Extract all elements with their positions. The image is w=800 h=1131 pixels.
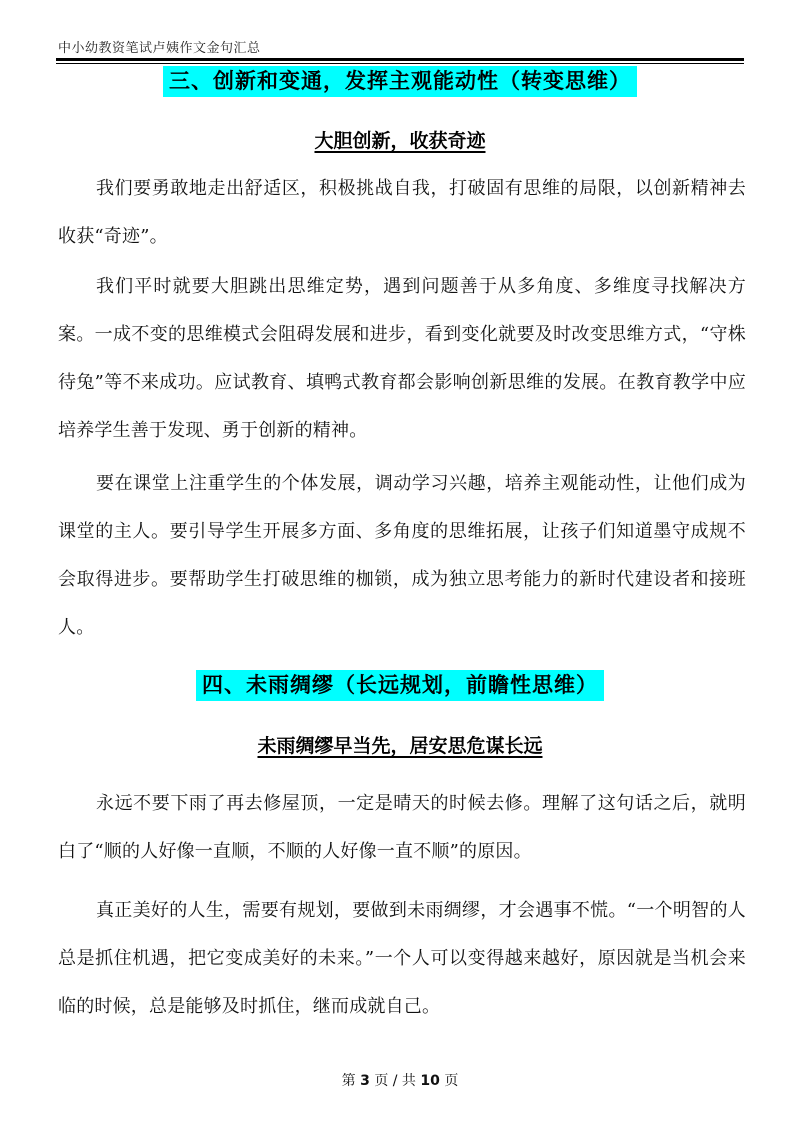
section-3-subheading [0, 129, 800, 153]
header-rule-thick [56, 58, 744, 61]
header-rule-thin [56, 63, 744, 64]
section-4-subheading [0, 734, 800, 758]
footer-suffix: 页 [444, 1073, 459, 1089]
section-3-heading-text: 三、创新和变通，发挥主观能动性（转变思维） [163, 66, 637, 97]
section-4-heading [0, 670, 800, 701]
page-footer [0, 1070, 800, 1090]
section-3-paragraph-1: 我们要勇敢地走出舒适区，积极挑战自我，打破固有思维的局限，以创新精神去收获“奇迹”。 [58, 178, 746, 247]
footer-middle: 页 / 共 [374, 1073, 416, 1089]
document-header-title: 中小幼教资笔试卢姨作文金句汇总 [58, 41, 261, 56]
footer-current-page: 3 [360, 1073, 370, 1089]
section-3-paragraph-3: 要在课堂上注重学生的个体发展，调动学习兴趣，培养主观能动性，让他们成为课堂的主人。要引导学生开展多方面、多角度的思维拓展，让孩子们知道墨守成规不会取得进步。要帮助学生打破思维的枷锁，成为独立思考能力的新时代建设者和接班人。 [58, 473, 746, 638]
section-3-paragraph-2: 我们平时就要大胆跳出思维定势，遇到问题善于从多角度、多维度寻找解决方案。一成不变的思维模式会阻碍发展和进步，看到变化就要及时改变思维方式，“守株待兔”等不来成功。应试教育、填鸭式教育都会影响创新思维的发展。在教育教学中应培养学生善于发现、勇于创新的精神。 [58, 276, 746, 441]
section-3-subheading-text: 大胆创新，收获奇迹 [314, 130, 486, 152]
section-4-subheading-text: 未雨绸缪早当先，居安思危谋长远 [257, 735, 543, 757]
section-4-heading-text: 四、未雨绸缪（长远规划，前瞻性思维） [196, 670, 604, 701]
section-4-paragraph-2: 真正美好的人生，需要有规划，要做到未雨绸缪，才会遇事不慌。“一个明智的人总是抓住机遇，把它变成美好的未来。”一个人可以变得越来越好，原因就是当机会来临的时候，总是能够及时抓住，继而成就自己。 [58, 900, 746, 1017]
section-4-paragraph-1: 永远不要下雨了再去修屋顶，一定是晴天的时候去修。理解了这句话之后，就明白了“顺的人好像一直顺，不顺的人好像一直不顺”的原因。 [58, 793, 746, 862]
section-3-heading [0, 66, 800, 97]
footer-prefix: 第 [341, 1073, 356, 1089]
footer-total-pages: 10 [420, 1073, 440, 1089]
